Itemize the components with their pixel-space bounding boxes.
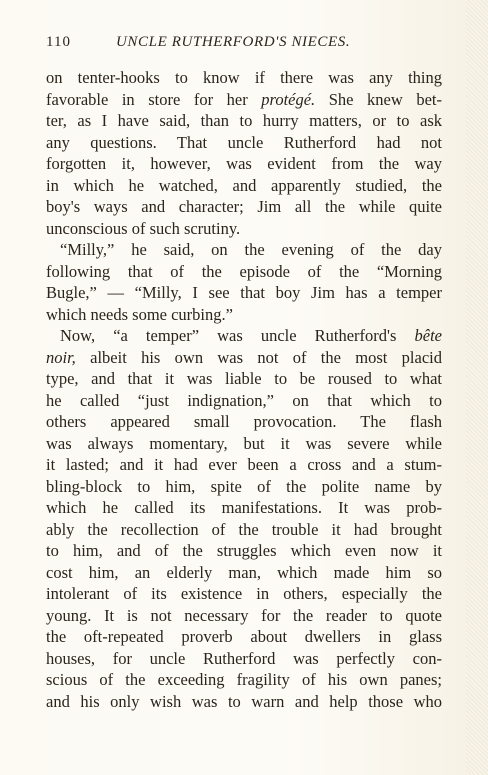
text-line: any questions. That uncle Rutherford had not bbox=[46, 132, 442, 152]
text-line: intolerant of its existence in others, especially the bbox=[46, 584, 442, 603]
text-line: following that of the episode of the “Morning bbox=[46, 261, 442, 281]
text-line: “Milly,” he said, on the evening of the day bbox=[60, 240, 442, 259]
text-line: the oft-repeated proverb about dwellers in glass bbox=[46, 627, 442, 646]
text-line bbox=[46, 89, 442, 111]
italic-word: bête bbox=[414, 326, 442, 345]
text-line: unconscious of such scrutiny. bbox=[46, 218, 241, 238]
page-number: 110 bbox=[46, 34, 71, 50]
text-line: ably the recollection of the trouble it had brought bbox=[46, 519, 442, 539]
text-segment: Now, “a temper” was uncle Rutherford's bbox=[60, 326, 415, 345]
text-line: young. It is not necessary for the reader to quote bbox=[46, 605, 442, 625]
text-line: he called “just indignation,” on that which to bbox=[46, 390, 442, 410]
running-title: UNCLE RUTHERFORD'S NIECES. bbox=[116, 34, 351, 50]
italic-word: protégé. bbox=[261, 89, 316, 109]
text-line: on tenter-hooks to know if there was any thing bbox=[46, 68, 442, 87]
text-line: cost him, an elderly man, which made him so bbox=[46, 562, 442, 582]
page-edge bbox=[466, 0, 488, 775]
text-line: type, and that it was liable to be roused to what bbox=[46, 369, 442, 388]
text-line bbox=[46, 325, 442, 347]
text-line: to him, and of the struggles which even now it bbox=[46, 541, 442, 560]
text-line: which he called its manifestations. It was prob- bbox=[46, 498, 442, 517]
text-line: forgotten it, however, was evident from the way bbox=[46, 154, 442, 173]
text-segment: albeit his own was not of the most placid bbox=[75, 347, 442, 367]
text-line: ter, as I have said, than to hurry matters, or to ask bbox=[46, 111, 442, 130]
text-line: in which he watched, and apparently studied, the bbox=[46, 175, 442, 195]
text-line: others appeared small provocation. The flash bbox=[46, 412, 442, 431]
italic-word: noir, bbox=[46, 347, 76, 367]
text-line: houses, for uncle Rutherford was perfectly con- bbox=[46, 648, 442, 668]
text-line: scious of the exceeding fragility of his own panes; bbox=[46, 670, 442, 689]
page-header bbox=[46, 34, 446, 54]
text-line bbox=[46, 347, 442, 369]
text-line: was always momentary, but it was severe while bbox=[46, 433, 442, 453]
text-line: bling-block to him, spite of the polite name by bbox=[46, 476, 442, 496]
text-line: and his only wish was to warn and help those who bbox=[46, 691, 442, 711]
text-line: Bugle,” — “Milly, I see that boy Jim has a temper bbox=[46, 283, 442, 302]
body-text bbox=[46, 67, 442, 712]
text-segment: favorable in store for her bbox=[46, 89, 262, 109]
text-line: it lasted; and it had ever been a cross and a stum- bbox=[46, 455, 442, 474]
text-line: boy's ways and character; Jim all the while quite bbox=[46, 197, 442, 216]
text-line: which needs some curbing.” bbox=[46, 304, 233, 324]
text-segment: She knew bet- bbox=[315, 89, 442, 109]
